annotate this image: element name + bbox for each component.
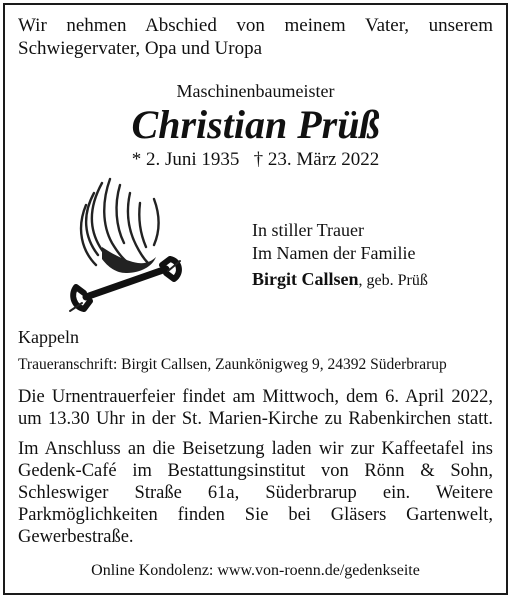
life-dates: * 2. Juni 1935 † 23. März 2022: [131, 149, 380, 170]
mourner-name-line: [252, 268, 428, 292]
mourning-address: Traueranschrift: Birgit Callsen, Zaunkönigweg 9, 24392 Süderbrarup: [18, 356, 447, 373]
ceremony-paragraph: [18, 386, 493, 430]
reception-line-1: Im Anschluss an die Beisetzung laden wir zur Kaffeetafel ins: [18, 439, 493, 459]
reception-line-5: Gewerbestraße.: [18, 527, 134, 547]
ceremony-line-2: um 13.30 Uhr in der St. Marien-Kirche zu Rabenkirchen statt.: [18, 409, 493, 429]
mourner-birth-name: , geb. Prüß: [358, 272, 428, 289]
ceremony-line-1: Die Urnentrauerfeier findet am Mittwoch, dem 6. April 2022,: [18, 387, 493, 407]
reception-line-3: Schleswiger Straße 61a, Süderbrarup ein. Weitere: [18, 483, 493, 503]
reception-line-4: Parkmöglichkeiten finden Sie bei Gläsers Gartenwelt,: [18, 505, 493, 525]
profession: Maschinenbaumeister: [176, 81, 335, 101]
mourning-line-1: In stiller Trauer: [252, 220, 364, 240]
reception-paragraph: [18, 438, 493, 548]
intro-line-1: Wir nehmen Abschied von meinem Vater, unserem: [18, 15, 493, 36]
winged-wrench-icon: [62, 175, 190, 317]
online-condolence: Online Kondolenz: www.von-roenn.de/gedenkseite: [91, 562, 420, 579]
deceased-name: Christian Prüß: [131, 102, 380, 147]
mourning-line-2: Im Namen der Familie: [252, 243, 416, 263]
reception-line-2: Gedenk-Café im Bestattungsinstitut von Rönn & Sohn,: [18, 461, 493, 481]
intro-line-2: Schwiegervater, Opa und Uropa: [18, 38, 263, 59]
mourner-name: Birgit Callsen: [252, 269, 359, 289]
location: Kappeln: [18, 327, 79, 347]
